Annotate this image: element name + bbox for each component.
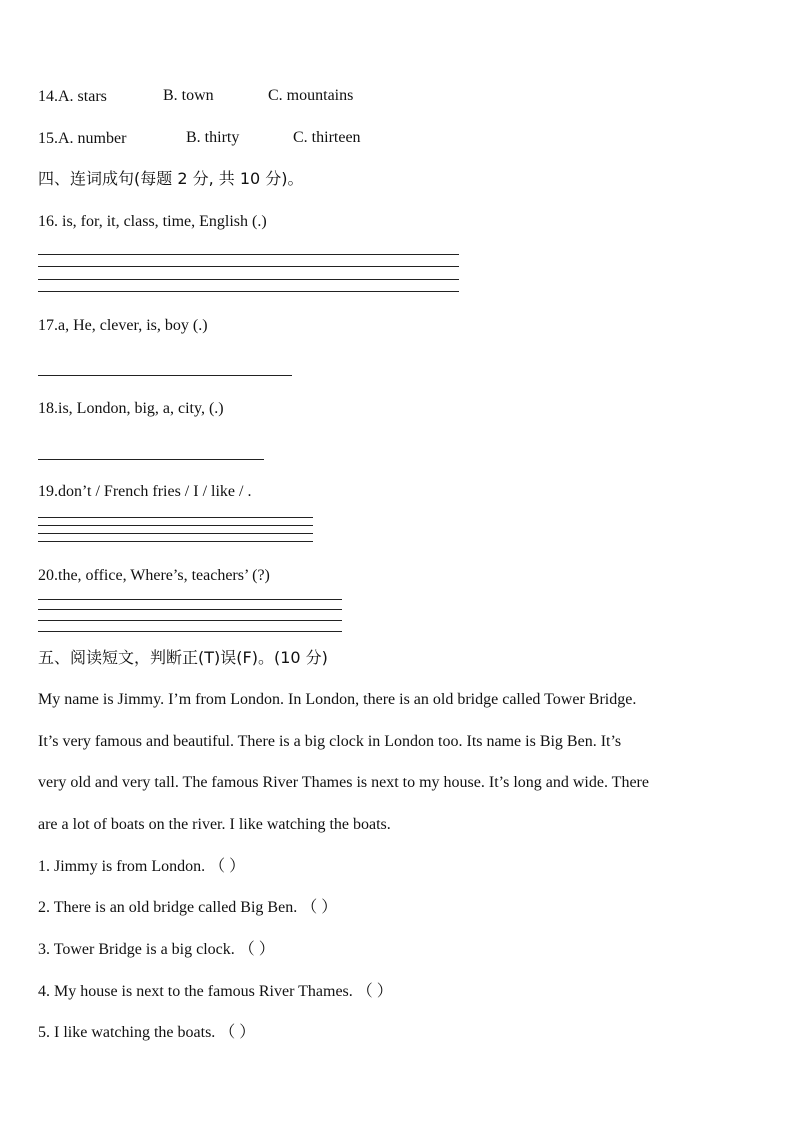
passage-line: It’s very famous and beautiful. There is a big clock in London too. Its name is Big Ben. It’s <box>38 733 622 750</box>
passage-line: very old and very tall. The famous River Thames is next to my house. It’s long and wide. There <box>38 774 649 791</box>
question-16: 16. is, for, it, class, time, English (.) <box>38 213 267 230</box>
tf-answer-blank[interactable]: （ ） <box>301 899 338 916</box>
section-5-title: 五、阅读短文，判断正(T)误(F)。(10 分) <box>38 648 328 667</box>
tf-item-text: 1. Jimmy is from London. <box>38 858 206 875</box>
tf-item-text: 5. I like watching the boats. <box>38 1024 216 1041</box>
tf-answer-blank[interactable]: （ ） <box>238 941 275 958</box>
question-20: 20.the, office, Where’s, teachers’ (?) <box>38 567 270 584</box>
answer-line <box>38 517 313 518</box>
answer-line <box>38 620 342 621</box>
answer-line <box>38 291 459 292</box>
answer-line <box>38 254 459 255</box>
question-18: 18.is, London, big, a, city, (.) <box>38 400 224 417</box>
answer-line <box>38 266 459 267</box>
question-17: 17.a, He, clever, is, boy (.) <box>38 317 208 334</box>
question-14 <box>38 87 107 107</box>
question-15 <box>38 129 126 149</box>
passage-line: My name is Jimmy. I’m from London. In London, there is an old bridge called Tower Bridge. <box>38 691 637 708</box>
question-15-number: 15. <box>38 130 58 147</box>
answer-line <box>38 375 292 376</box>
tf-answer-blank[interactable]: （ ） <box>209 858 246 875</box>
question-14-number: 14. <box>38 88 58 105</box>
question-15-option-a: A. number <box>58 130 127 147</box>
tf-answer-blank[interactable]: （ ） <box>219 1024 256 1041</box>
tf-answer-blank[interactable]: （ ） <box>356 983 393 1000</box>
answer-line <box>38 525 313 526</box>
answer-line <box>38 541 313 542</box>
tf-item <box>38 857 245 877</box>
question-14-option-c: C. mountains <box>268 87 354 104</box>
tf-item <box>38 940 275 960</box>
tf-item-text: 3. Tower Bridge is a big clock. <box>38 941 235 958</box>
question-15-option-b: B. thirty <box>186 129 240 146</box>
question-15-option-c: C. thirteen <box>293 129 361 146</box>
question-19: 19.don’t / French fries / I / like / . <box>38 483 252 500</box>
answer-line <box>38 459 264 460</box>
section-4-title: 四、连词成句(每题 2 分, 共 10 分)。 <box>38 169 304 188</box>
answer-line <box>38 279 459 280</box>
question-14-option-a: A. stars <box>58 88 107 105</box>
passage-line: are a lot of boats on the river. I like watching the boats. <box>38 816 391 833</box>
answer-line <box>38 533 313 534</box>
tf-item-text: 2. There is an old bridge called Big Ben. <box>38 899 298 916</box>
question-14-option-b: B. town <box>163 87 214 104</box>
tf-item-text: 4. My house is next to the famous River Thames. <box>38 983 353 1000</box>
answer-line <box>38 609 342 610</box>
tf-item <box>38 1023 255 1043</box>
tf-item <box>38 898 337 918</box>
answer-line <box>38 631 342 632</box>
tf-item <box>38 982 393 1002</box>
answer-line <box>38 599 342 600</box>
